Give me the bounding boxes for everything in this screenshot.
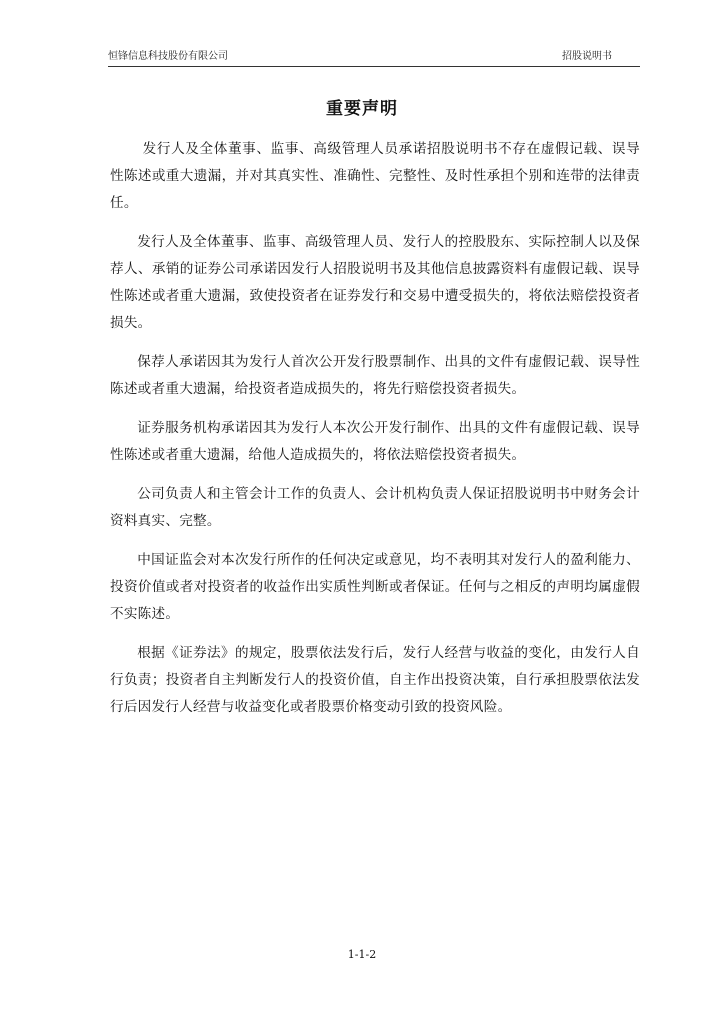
- page-title: 重要声明: [326, 99, 398, 119]
- statement-paragraph: 证券服务机构承诺因其为发行人本次公开发行制作、出具的文件有虚假记载、误导性陈述或者重大遗漏，给他人造成损失的，将依法赔偿投资者损失。: [110, 420, 640, 463]
- statement-paragraph: 公司负责人和主管会计工作的负责人、会计机构负责人保证招股说明书中财务会计资料真实、完整。: [110, 486, 640, 529]
- statement-paragraph: 保荐人承诺因其为发行人首次公开发行股票制作、出具的文件有虚假记载、误导性陈述或者重大遗漏，给投资者造成损失的，将先行赔偿投资者损失。: [110, 354, 640, 397]
- header-document-type: 招股说明书: [562, 51, 612, 62]
- statement-paragraph: 根据《证券法》的规定，股票依法发行后，发行人经营与收益的变化，由发行人自行负责；投资者自主判断发行人的投资价值，自主作出投资决策，自行承担股票依法发行后因发行人经营与收益变化或者股票价格变动引致的投资风险。: [110, 645, 640, 715]
- header-company-name: 恒锋信息科技股份有限公司: [108, 51, 228, 62]
- statement-paragraph: 中国证监会对本次发行所作的任何决定或意见，均不表明其对发行人的盈利能力、投资价值或者对投资者的收益作出实质性判断或者保证。任何与之相反的声明均属虚假不实陈述。: [110, 552, 640, 622]
- statement-paragraph: 发行人及全体董事、监事、高级管理人员承诺招股说明书不存在虚假记载、误导性陈述或重大遗漏，并对其真实性、准确性、完整性、及时性承担个别和连带的法律责任。: [110, 141, 640, 211]
- statement-body: [110, 136, 640, 733]
- page-header: [108, 50, 640, 67]
- page-number: 1-1-2: [347, 948, 377, 961]
- statement-paragraph: 发行人及全体董事、监事、高级管理人员、发行人的控股股东、实际控制人以及保荐人、承销的证券公司承诺因发行人招股说明书及其他信息披露资料有虚假记载、误导性陈述或者重大遗漏，致使投资者在证券发行和交易中遭受损失的，将依法赔偿投资者损失。: [110, 234, 640, 331]
